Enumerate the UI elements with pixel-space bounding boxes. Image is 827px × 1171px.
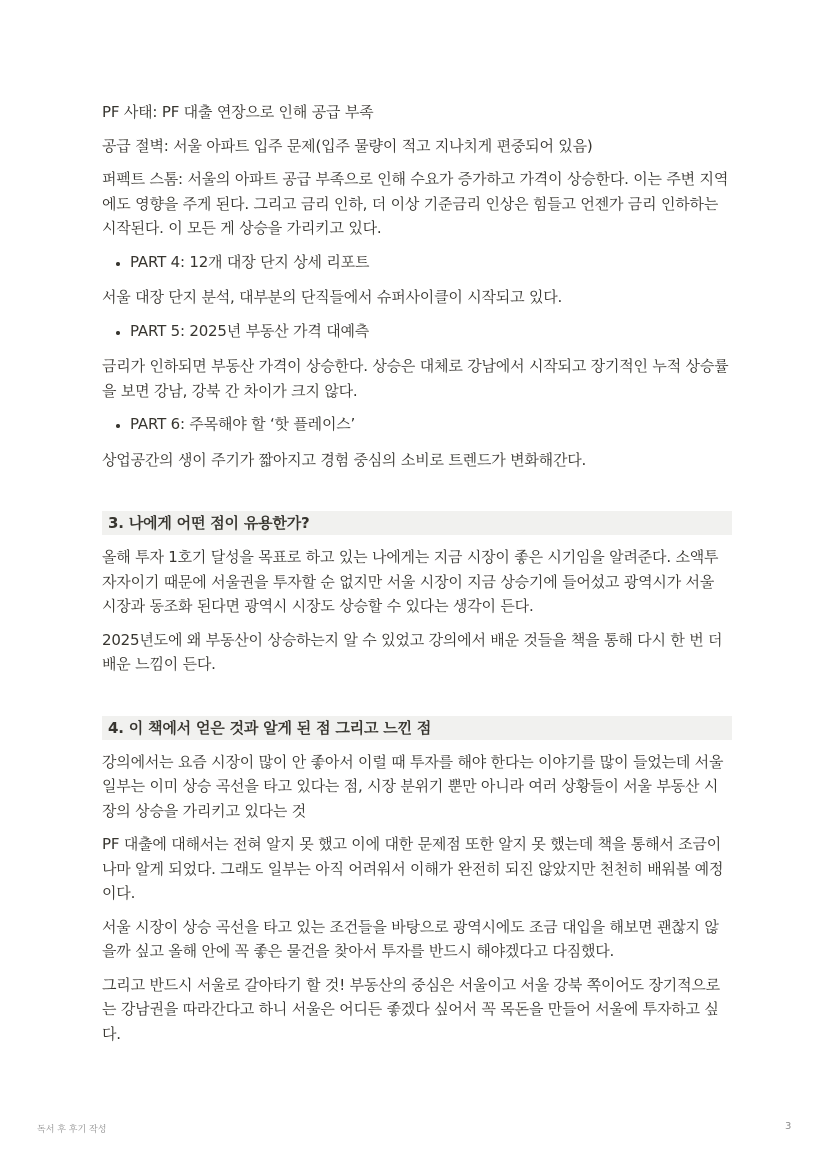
section-spacer [102,686,732,716]
bullet-part5: • PART 5: 2025년 부동산 가격 대예측 [130,319,732,344]
section4-paragraph: 서울 시장이 상승 곡선을 타고 있는 조건들을 바탕으로 광역시에도 조금 대입을 해보면 괜찮지 않을까 싶고 올해 안에 꼭 좋은 물건을 찾아서 투자를 반드시 해야겠다고 다짐했다. [102,917,719,960]
section4-paragraph: PF 대출에 대해서는 전혀 알지 못 했고 이에 대한 문제점 또한 알지 못 했는데 책을 통해서 조금이나마 알게 되었다. 그래도 일부는 아직 어려워서 이해가 완전히 되진 않았지만 천천히 배워볼 예정이다. [102,835,724,902]
paragraph-part5: 금리가 인하되면 부동산 가격이 상승한다. 상승은 대체로 강남에서 시작되고 장기적인 누적 상승률을 보면 강남, 강북 간 차이가 크지 않다. [102,357,729,400]
page-number: 3 [785,1121,792,1132]
section-spacer [102,481,732,511]
paragraph-part4: 서울 대장 단지 분석, 대부분의 단직들에서 슈퍼사이클이 시작되고 있다. [102,288,563,306]
paragraph-perfect-storm: 퍼펙트 스톰: 서울의 아파트 공급 부족으로 인해 수요가 증가하고 가격이 상승한다. 이는 주변 지역에도 영향을 주게 된다. 그리고 금리 인하, 더 이상 기준금리 인상은 힘들고 언젠가 금리 인하하는 시작된다. 이 모든 게 상승을 가리키고 있다. [102,170,729,237]
section3-heading: 3. 나에게 어떤 점이 유용한가? [102,511,732,535]
section4-heading: 4. 이 책에서 얻은 것과 알게 된 점 그리고 느낀 점 [102,716,732,740]
section3-paragraph: 2025년도에 왜 부동산이 상승하는지 알 수 있었고 강의에서 배운 것들을 책을 통해 다시 한 번 더 배운 느낌이 든다. [102,630,723,673]
paragraph-supply-cliff: 공급 절벽: 서울 아파트 입주 문제(입주 물량이 적고 지나치게 편중되어 있음) [102,136,593,155]
section4-paragraph: 그리고 반드시 서울로 갈아타기 할 것! 부동산의 중심은 서울이고 서울 강북 쪽이어도 장기적으로는 강남권을 따라간다고 하니 서울은 어디든 좋겠다 싶어서 꼭 목돈을 만들어 서울에 투자하고 싶다. [102,975,720,1043]
section3-paragraph: 올해 투자 1호기 달성을 목표로 하고 있는 나에게는 지금 시장이 좋은 시기임을 알려준다. 소액투자자이기 때문에 서울권을 투자할 순 없지만 서울 시장이 지금 상승기에 들어섰고 광역시가 서울 시장과 동조화 된다면 광역시 시장도 상승할 수 있다는 생각이 든다. [102,548,719,615]
document-body [102,100,732,1055]
bullet-list-part6 [102,412,732,437]
bullet-part4: • PART 4: 12개 대장 단지 상세 리포트 [130,250,732,275]
bullet-list-part4 [102,250,732,275]
paragraph-pf-crisis: PF 사태: PF 대출 연장으로 인해 공급 부족 [102,103,374,121]
footer-title: 독서 후 후기 작성 [37,1125,107,1135]
paragraph-part6: 상업공간의 생이 주기가 짧아지고 경험 중심의 소비로 트렌드가 변화해간다. [102,450,587,469]
bullet-part6: • PART 6: 주목해야 할 ‘핫 플레이스’ [130,412,732,437]
section4-paragraph: 강의에서는 요즘 시장이 많이 안 좋아서 이럴 때 투자를 해야 한다는 이야기를 많이 들었는데 서울 일부는 이미 상승 곡선을 타고 있다는 점, 시장 분위기 뿐만 아니라 여러 상황들이 서울 부동산 시장의 상승을 가리키고 있다는 것 [102,752,724,820]
bullet-list-part5 [102,319,732,344]
